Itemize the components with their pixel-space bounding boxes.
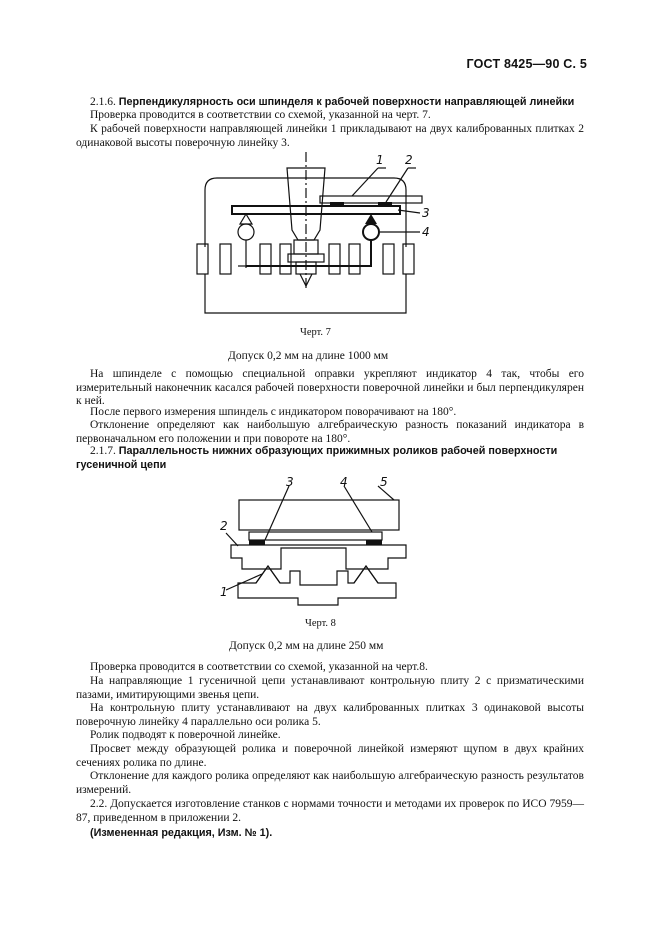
fig8-label-1: 1 <box>220 585 228 599</box>
paragraph: На контрольную плиту устанавливают на двух калиброванных плитках 3 одинаковой высоты поверочную линейку 4 параллельно оси ролика 5. <box>76 702 584 728</box>
figure-8-caption: Черт. 8 <box>305 618 336 629</box>
page-header: ГОСТ 8425—90 С. 5 <box>466 57 587 71</box>
paragraph: На шпинделе с помощью специальной оправки укрепляют индикатор 4 так, чтобы его измерительный наконечник касался рабочей поверхности поверочной линейки и был перпендикулярен к ней. <box>76 368 584 408</box>
paragraph: 2.2. Допускается изготовление станков с нормами точности и методами их проверок по ИСО 7959—87, приведенном в приложении 2. <box>76 798 584 824</box>
roller <box>239 500 399 530</box>
control-plate <box>231 545 406 569</box>
amendment-note: (Измененная редакция, Изм. № 1). <box>90 827 273 839</box>
figure-7-caption: Черт. 7 <box>300 327 331 338</box>
fig7-label-3: 3 <box>422 206 430 220</box>
fig8-label-2: 2 <box>220 519 228 533</box>
section-title: Перпендикулярность оси шпинделя к рабочей поверхности направляющей линейки <box>118 96 575 108</box>
calibrated-plate <box>249 540 265 545</box>
fig8-label-4: 4 <box>340 475 348 489</box>
figure-8-tolerance: Допуск 0,2 мм на длине 250 мм <box>229 640 384 652</box>
calibrated-plate <box>366 540 382 545</box>
fig7-label-1: 1 <box>376 153 384 167</box>
section-number: 2.1.6. <box>90 96 116 108</box>
paragraph: Просвет между образующей ролика и поверочной линейкой измеряют щупом в двух крайних сечениях ролика по длине. <box>76 743 584 769</box>
paragraph: Проверка проводится в соответствии со схемой, указанной на черт. 7. <box>90 109 431 121</box>
guide-rail <box>238 566 396 605</box>
leader-lines <box>226 486 394 590</box>
fig8-label-3: 3 <box>286 475 294 489</box>
figure-7-tolerance: Допуск 0,2 мм на длине 1000 мм <box>228 350 389 362</box>
fig7-label-2: 2 <box>405 153 413 167</box>
paragraph: К рабочей поверхности направляющей линейки 1 прикладывают на двух калиброванных плитках 2 одинаковой высоты поверочную линейку 3. <box>76 123 584 149</box>
paragraph: Проверка проводится в соответствии со схемой, указанной на черт.8. <box>90 661 428 673</box>
test-ruler <box>249 532 382 540</box>
paragraph: Отклонение определяют как наибольшую алгебраическую разность показаний индикатора в первоначальном его положении и при повороте на 180°. <box>76 419 584 445</box>
fig7-label-4: 4 <box>422 225 430 239</box>
section-title: Параллельность нижних образующих прижимных роликов рабочей поверхности гусеничной цепи <box>76 445 558 471</box>
paragraph: Ролик подводят к поверочной линейке. <box>90 729 281 741</box>
paragraph: На направляющие 1 гусеничной цепи устанавливают контрольную плиту 2 с призматическими пазами, имитирующими звенья цепи. <box>76 675 584 701</box>
paragraph: После первого измерения шпиндель с индикатором поворачивают на 180°. <box>90 406 457 418</box>
section-number: 2.1.7. <box>90 445 116 457</box>
paragraph: Отклонение для каждого ролика определяют как наибольшую алгебраическую разность результатов измерений. <box>76 770 584 796</box>
fig8-label-5: 5 <box>380 475 388 489</box>
